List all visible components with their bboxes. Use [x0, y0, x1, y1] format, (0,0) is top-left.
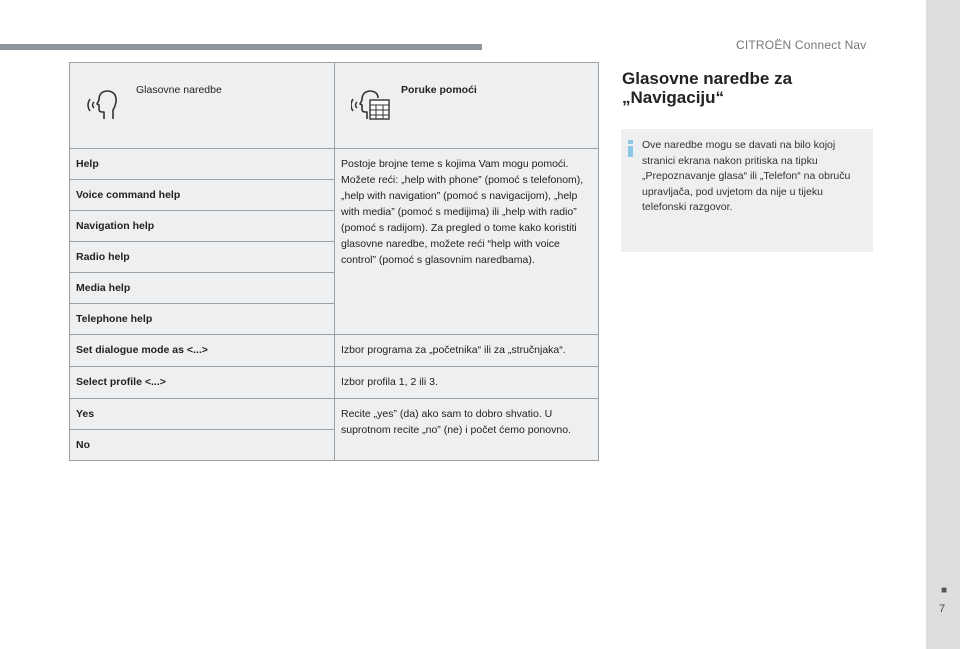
- speaking-head-icon: [86, 88, 120, 127]
- info-icon: [628, 140, 633, 157]
- header-label-commands: Glasovne naredbe: [136, 84, 222, 96]
- command-voice-help: Voice command help: [70, 180, 335, 211]
- command-navigation-help: Navigation help: [70, 211, 335, 242]
- select-profile-description: Izbor profila 1, 2 ili 3.: [335, 367, 599, 399]
- page-edge-strip: [926, 0, 960, 649]
- command-help: Help: [70, 149, 335, 180]
- section-title: Glasovne naredbe za „Navigaciju“: [622, 69, 793, 107]
- command-radio-help: Radio help: [70, 242, 335, 273]
- table-row: [70, 335, 599, 367]
- command-select-profile: Select profile <...>: [70, 367, 335, 399]
- header-label-help: Poruke pomoći: [401, 84, 477, 96]
- command-telephone-help: Telephone help: [70, 304, 335, 335]
- header-rule: [0, 44, 482, 50]
- command-media-help: Media help: [70, 273, 335, 304]
- table-row: [70, 399, 599, 430]
- brand-label: CITROËN Connect Nav: [736, 38, 867, 52]
- speaking-head-keypad-icon: [351, 88, 391, 127]
- command-yes: Yes: [70, 399, 335, 430]
- dialogue-mode-description: Izbor programa za „početnika“ ili za „stručnjaka“.: [335, 335, 599, 367]
- info-note-text: Ove naredbe mogu se davati na bilo kojoj stranici ekrana nakon pritiska na tipku „Prepoznavanje glasa“ ili „Telefon“ na obruču upravljača, pod uvjetom da nije u tijeku telefonski razgovor.: [642, 139, 851, 213]
- header-cell-commands: [70, 63, 335, 149]
- voice-commands-table: [69, 62, 599, 461]
- table-row: [70, 149, 599, 180]
- command-no: No: [70, 430, 335, 461]
- yes-no-description: Recite „yes” (da) ako sam to dobro shvatio. U suprotnom recite „no” (ne) i počet ćemo ponovno.: [335, 399, 599, 461]
- table-header-row: [70, 63, 599, 149]
- header-cell-help: [335, 63, 599, 149]
- table-row: [70, 367, 599, 399]
- help-topics-description: Postoje brojne teme s kojima Vam mogu pomoći. Možete reći: „help with phone” (pomoć s telefonom), „help with navigation” (pomoć s navigacijom), „help with media” (pomoć s medijima) ili „help with radio” (pomoć s radijom). Za pregled o tome kako koristiti glasovne naredbe, možete reći “help with voice control” (pomoć s glasovnim naredbama).: [335, 149, 599, 335]
- info-note: [621, 129, 873, 252]
- command-dialogue-mode: Set dialogue mode as <...>: [70, 335, 335, 367]
- page-marker: ■: [941, 585, 948, 596]
- page-number: 7: [939, 603, 946, 615]
